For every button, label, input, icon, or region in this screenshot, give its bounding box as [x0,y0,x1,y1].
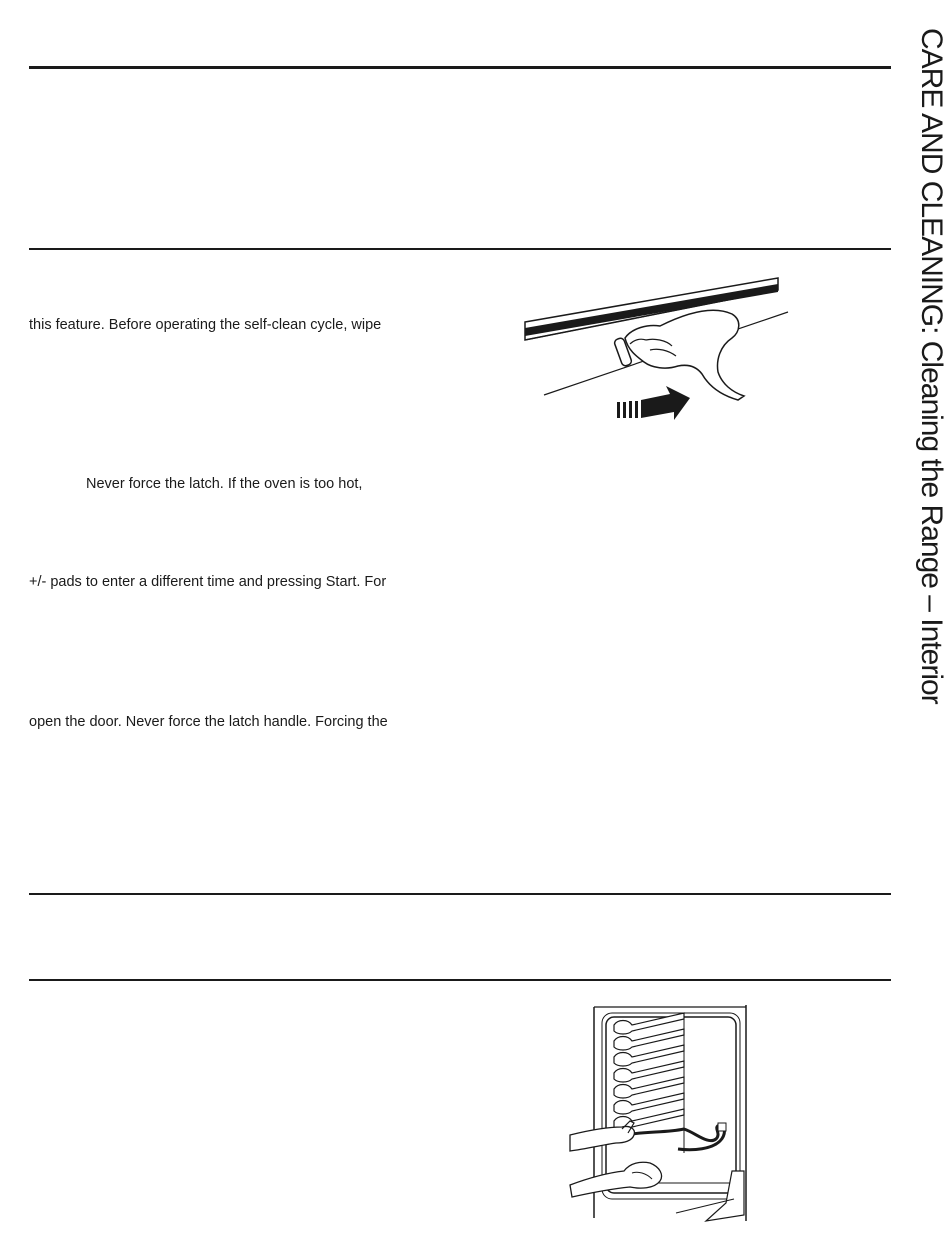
section-divider-4 [29,979,891,981]
body-text-line-1: this feature. Before operating the self-clean cycle, wipe [29,317,382,333]
section-divider-2 [29,248,891,250]
body-text-line-4: open the door. Never force the latch handle. Forcing the [29,714,388,730]
body-text-line-2: Never force the latch. If the oven is too hot, [86,476,363,492]
section-side-title: CARE AND CLEANING: Cleaning the Range – Interior [915,28,948,704]
body-text-line-3: +/- pads to enter a different time and pressing Start. For [29,574,387,590]
section-divider-3 [29,893,891,895]
latch-illustration [520,270,800,430]
oven-interior-illustration [566,1003,766,1225]
section-divider-top [29,66,891,69]
